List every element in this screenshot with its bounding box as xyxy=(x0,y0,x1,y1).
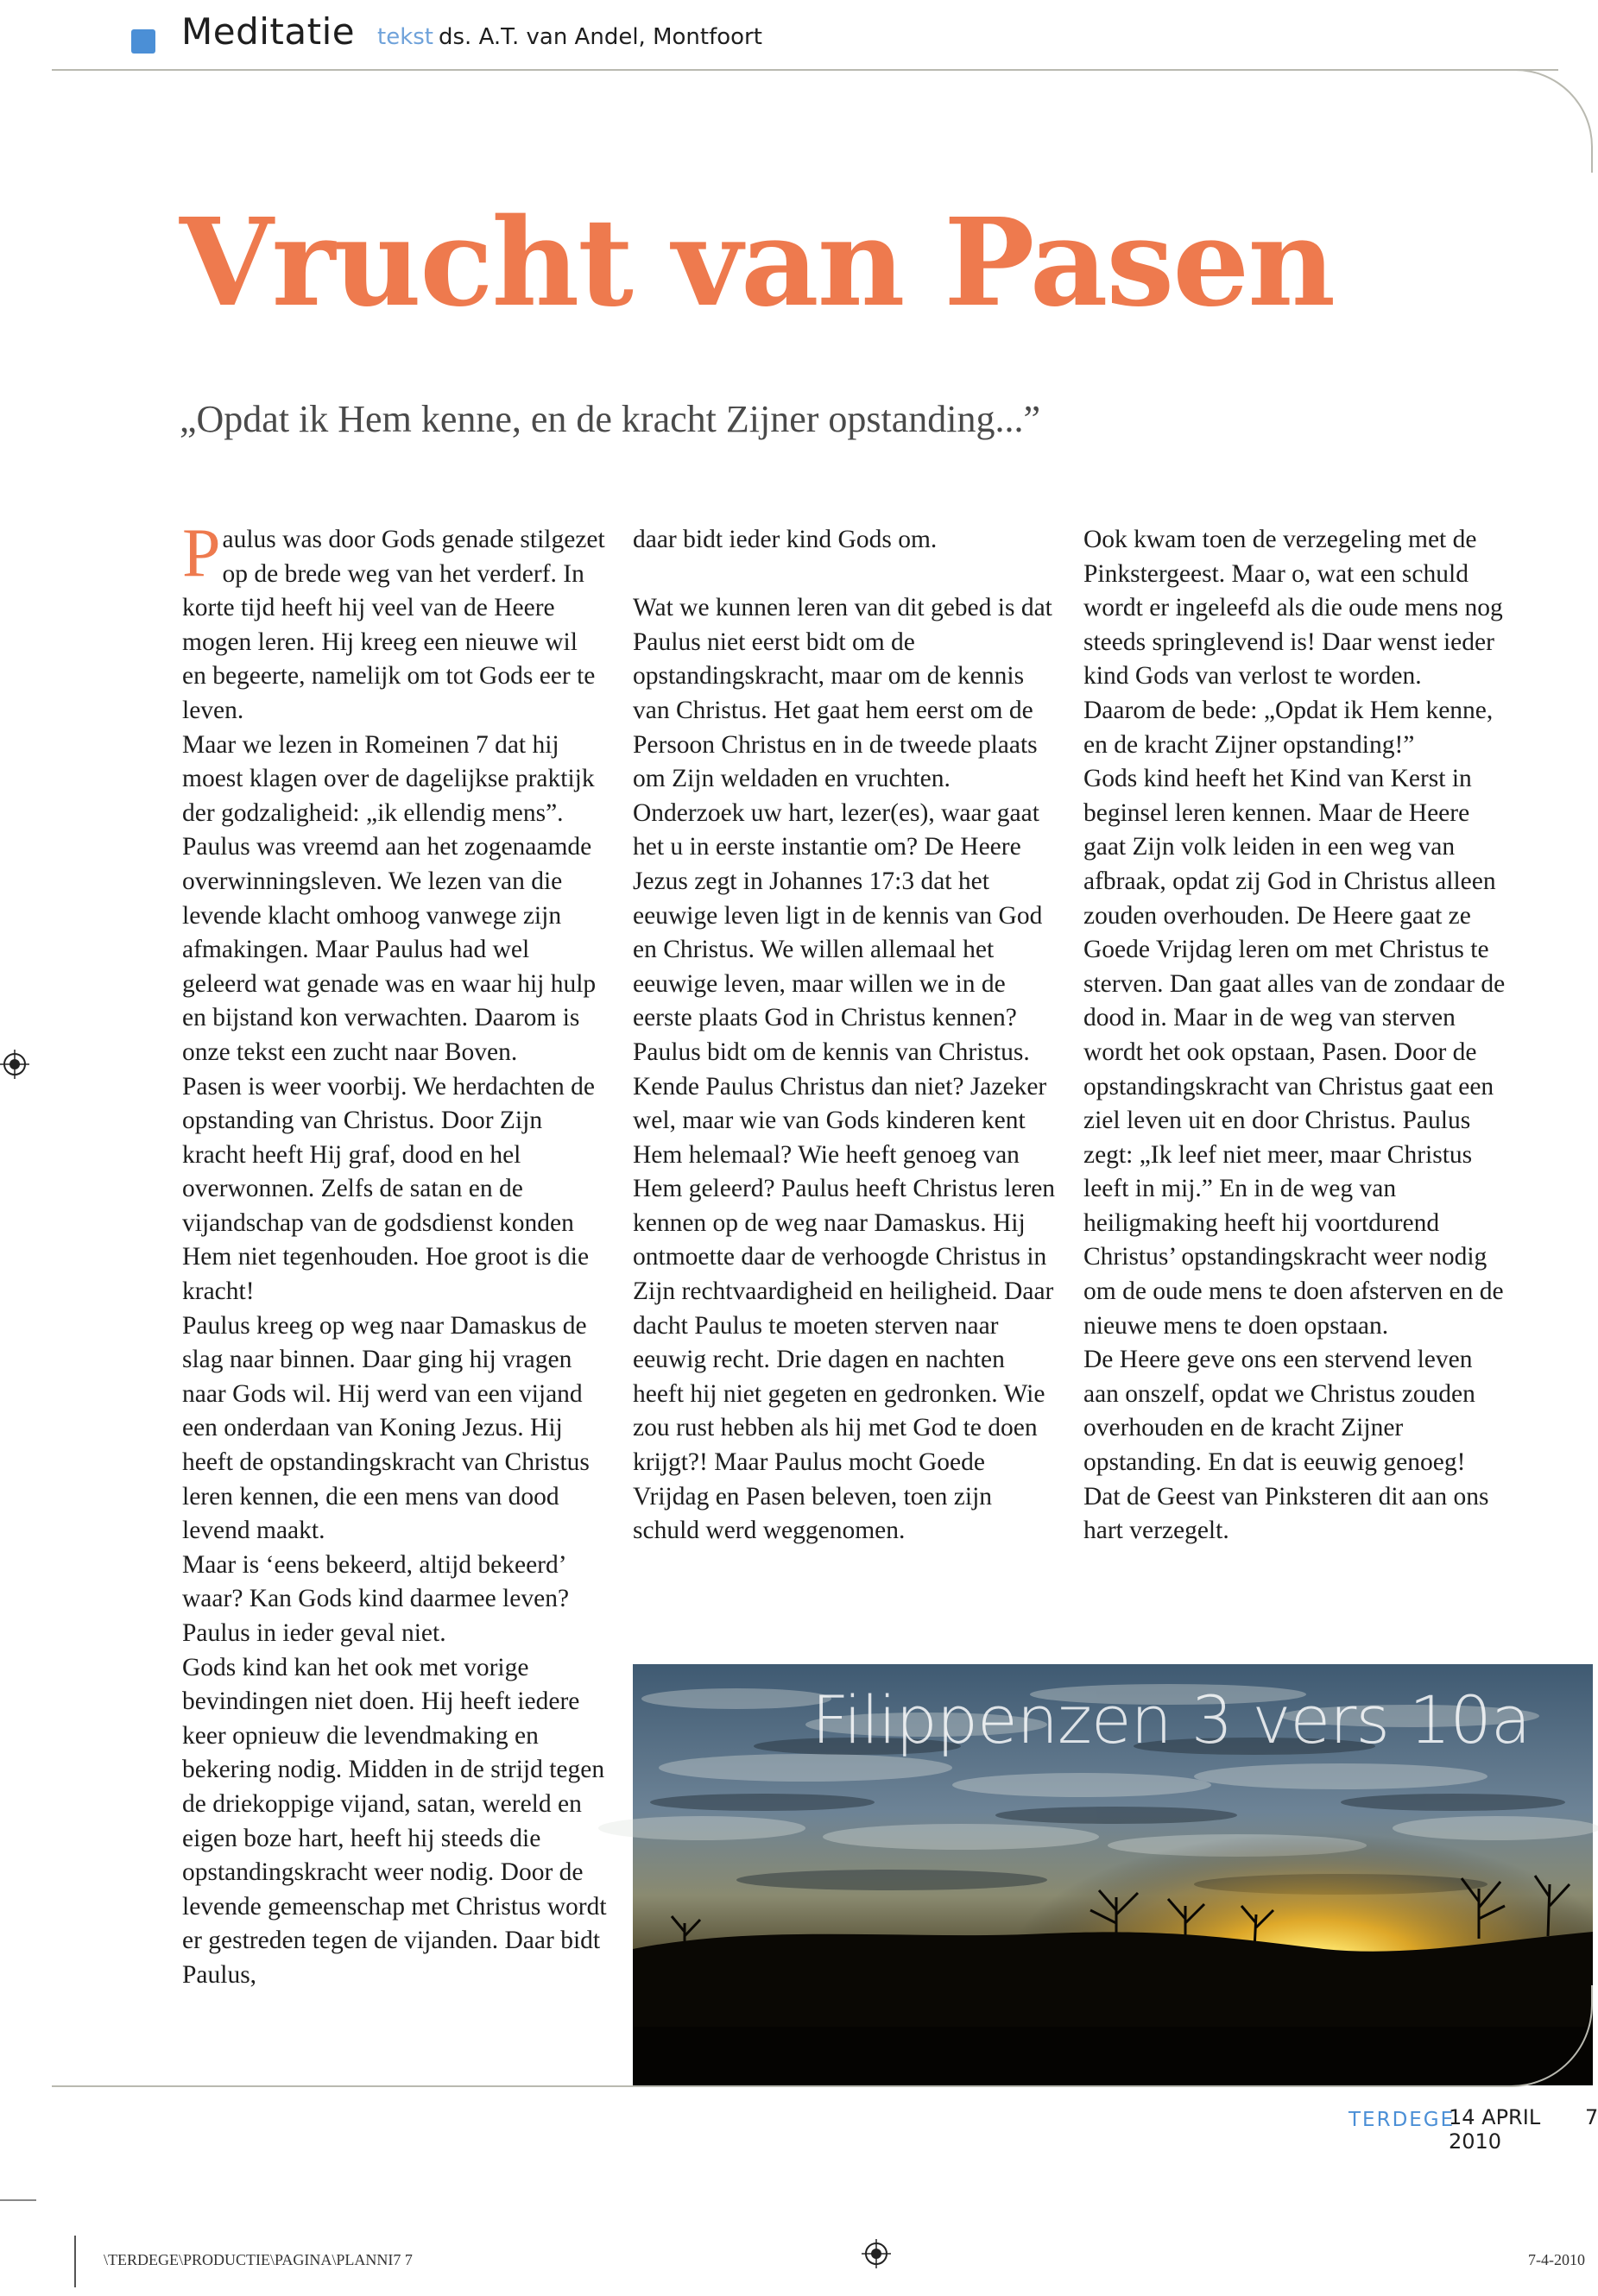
section-label: Meditatie xyxy=(181,10,356,53)
byline-label: tekst xyxy=(377,24,433,50)
paragraph: Gods kind kan het ook met vorige bevindingen niet doen. Hij heeft iedere keer opnieuw die levendmaking en bekering nodig. Midden in de strijd tegen de driekoppige vijand, satan, wereld en eigen boze hart, heeft hij steeds die opstandingskracht weer nodig. Door de levende gemeenschap met Christus wordt er gestreden tegen de vijanden. Daar bidt Paulus, xyxy=(182,1653,607,1989)
paragraph-gap xyxy=(633,558,1058,592)
paragraph: Wat we kunnen leren van dit gebed is dat Paulus niet eerst bidt om de opstandingskracht, maar om de kennis van Christus. Het gaat hem eerst om de Persoon Christus en in de tweede plaats om Zijn weldaden en vruchten. Onderzoek uw hart, lezer(es), waar gaat het u in eerste instantie om? De Heere Jezus zegt in Johannes 17:3 dat het eeuwige leven ligt in de kennis van God en Christus. We willen allemaal het eeuwige leven, maar willen we in de eerste plaats God in Christus kennen? xyxy=(633,594,1052,1032)
header-corner-curve xyxy=(1506,69,1593,173)
article-column-3 xyxy=(1083,523,1508,1549)
magazine-name: TERDEGE xyxy=(1349,2109,1456,2131)
paragraph: daar bidt ieder kind Gods om. xyxy=(633,526,938,553)
article-subtitle: „Opdat ik Hem kenne, en de kracht Zijner opstanding...” xyxy=(180,398,1041,440)
section-marker-icon xyxy=(131,29,155,54)
article-title: Vrucht van Pasen xyxy=(180,192,1335,334)
photo-caption: Filippenzen 3 vers 10a xyxy=(812,1681,1531,1758)
issue-date: 14 APRIL 2010 xyxy=(1449,2105,1541,2154)
paragraph: Gods kind heeft het Kind van Kerst in beginsel leren kennen. Maar de Heere gaat Zijn volk leiden in een weg van afbraak, opdat zij God in Christus alleen zouden overhouden. De Heere gaat ze Goede Vrijdag leren om met Christus te sterven. Dan gaat alles van de zondaar de dood in. Maar in de weg van sterven wordt het ook opstaan, Pasen. Door de opstandingskracht van Christus gaat een ziel leven uit en door Christus. Paulus zegt: „Ik leef niet meer, maar Christus leeft in mij.” En in de weg van heiligmaking heeft hij voortdurend Christus’ opstandingskracht weer nodig om de oude mens te doen afsterven en de nieuwe mens te doen opstaan. xyxy=(1083,765,1506,1340)
crop-mark xyxy=(0,2199,36,2201)
page-number: 7 xyxy=(1585,2105,1598,2129)
paragraph: Paulus was door Gods genade stilgezet op de brede weg van het verderf. In korte tijd heeft hij veel van de Heere mogen leren. Hij kreeg een nieuwe wil en begeerte, namelijk om tot Gods eer te leven. xyxy=(182,515,605,724)
slug-file-path: \TERDEGE\PRODUCTIE\PAGINA\PLANNI7 7 xyxy=(104,2251,413,2268)
slug-date: 7-4-2010 xyxy=(1528,2251,1585,2268)
paragraph: Paulus bidt om de kennis van Christus. Kende Paulus Christus dan niet? Jazeker wel, maar wie van Gods kinderen kent Hem helemaal? Wie heeft genoeg van Hem geleerd? Paulus heeft Christus leren kennen op de weg naar Damaskus. Hij ontmoette daar de verhoogde Christus in Zijn rechtvaardigheid en heiligheid. Daar dacht Paulus te moeten sterven naar eeuwig recht. Drie dagen en nachten heeft hij niet gegeten en gedronken. Wie zou rust hebben als hij met God te doen krijgt?! Maar Paulus mocht Goede Vrijdag en Pasen beleven, toen zijn schuld werd weggenomen. xyxy=(633,1038,1056,1545)
crop-mark xyxy=(74,2236,76,2287)
byline-author: ds. A.T. van Andel, Montfoort xyxy=(439,24,762,50)
byline xyxy=(377,24,762,50)
paragraph: Maar is ‘eens bekeerd, altijd bekeerd’ waar? Kan Gods kind daarmee leven? Paulus in ieder geval niet. xyxy=(182,1550,570,1647)
paragraph: Pasen is weer voorbij. We herdachten de opstanding van Christus. Door Zijn kracht heeft Hij graf, dood en hel overwonnen. Zelfs de satan en de vijandschap van de godsdienst konden Hem niet tegenhouden. Hoe groot is die kracht! xyxy=(182,1072,595,1306)
paragraph: Paulus kreeg op weg naar Damaskus de slag naar binnen. Daar ging hij vragen naar Gods wil. Hij werd van een vijand een onderdaan van Koning Jezus. Hij heeft de opstandingskracht van Christus leren kennen, die een mens van dood levend maakt. xyxy=(182,1311,590,1545)
article-column-1 xyxy=(182,515,607,1993)
article-column-2 xyxy=(633,523,1058,1549)
paragraph: Ook kwam toen de verzegeling met de Pinkstergeest. Maar o, wat een schuld wordt er ingeleefd als die oude mens nog steeds springlevend is! Daar wenst ieder kind Gods van verlost te worden. Daarom de bede: „Opdat ik Hem kenne, en de kracht Zijner opstanding!” xyxy=(1083,526,1503,759)
paragraph: Maar we lezen in Romeinen 7 dat hij moest klagen over de dagelijkse praktijk der godzaligheid: „ik ellendig mens”. Paulus was vreemd aan het zogenaamde overwinningsleven. We lezen van die levende klacht omhoog vanwege zijn afmakingen. Maar Paulus had wel geleerd wat genade was en waar hij hulp en bijstand kon verwachten. Daarom is onze tekst een zucht naar Boven. xyxy=(182,730,597,1066)
footer-rule xyxy=(52,2085,1502,2087)
registration-mark-icon xyxy=(0,1050,29,1079)
paragraph: De Heere geve ons een stervend leven aan onszelf, opdat we Christus zouden overhouden en de kracht Zijner opstanding. En dat is eeuwig genoeg! Dat de Geest van Pinksteren dit aan ons hart verzegelt. xyxy=(1083,1346,1489,1545)
header-rule xyxy=(52,69,1558,71)
drop-cap: P xyxy=(182,515,221,591)
registration-mark-icon xyxy=(862,2239,891,2268)
